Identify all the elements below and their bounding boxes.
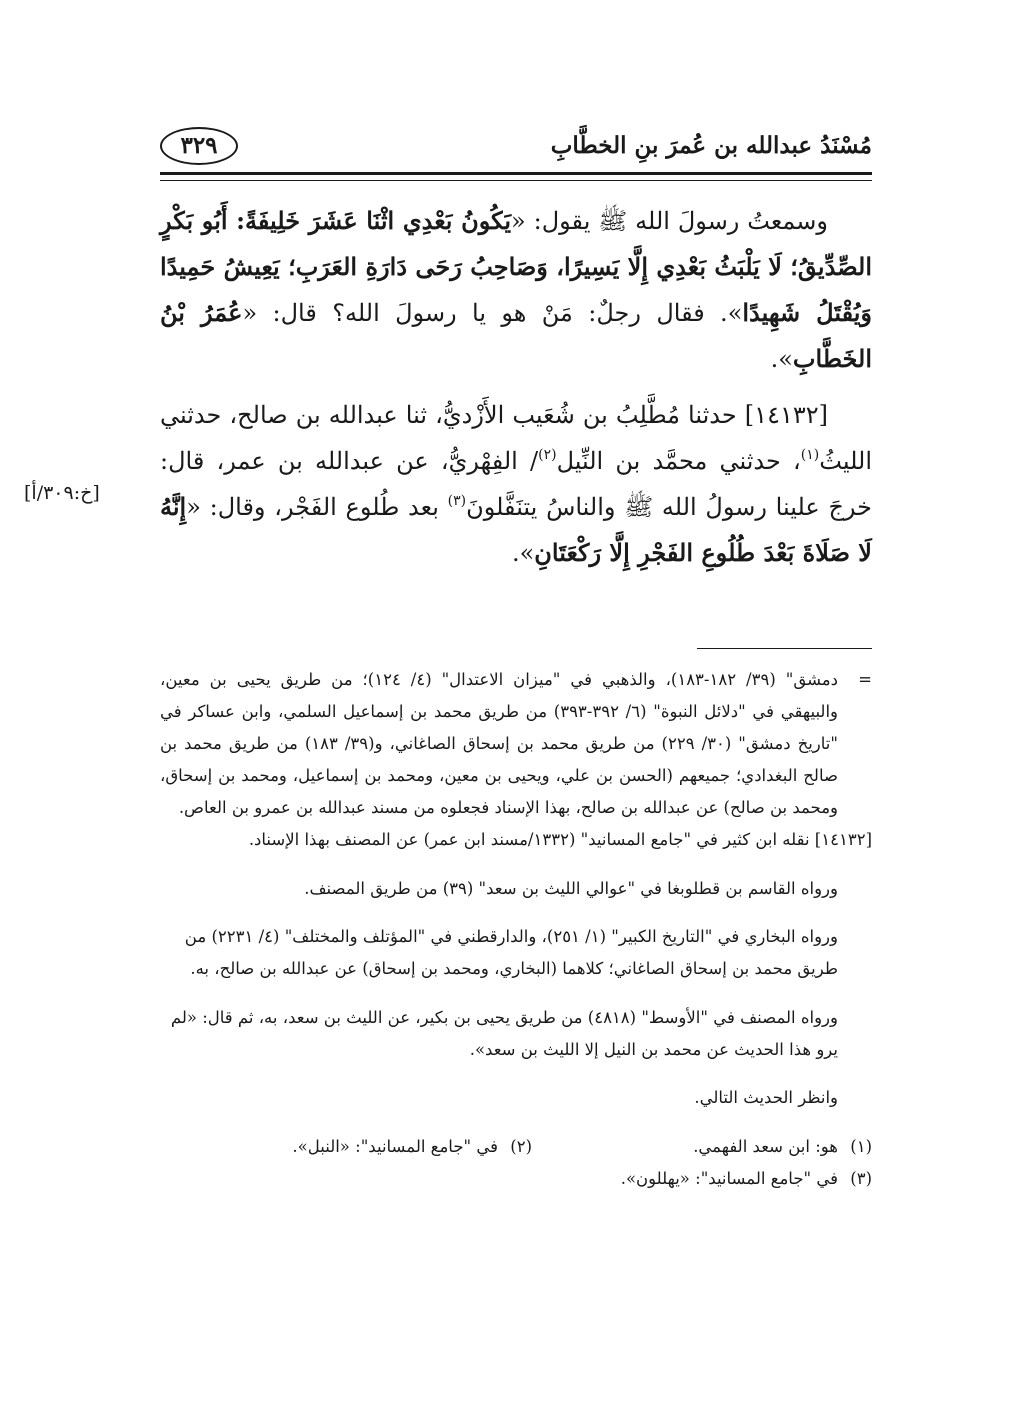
footnote-1: (١) هو: ابن سعد الفهمي. [693,1136,872,1156]
main-text [160,198,872,576]
isnad-part-b: ، حدثني محمَّد بن النِّيل [556,447,801,475]
hadith-question: ». فقال رجلٌ: مَنْ هو يا رسولَ الله؟ قال: « [242,299,743,327]
hadith-end: ». [770,345,793,373]
takhrij-14132: [١٤١٣٢] نقله ابن كثير في "جامع المسانيد" (١٣٣٢/مسند ابن عمر) عن المصنف بهذا الإسناد. [248,830,872,849]
hadith-paragraph-1 [160,198,872,382]
footnote-separator [697,648,872,649]
takhrij-line-3: ورواه البخاري في "التاريخ الكبير" (١/ ٢٥١)، والدارقطني في "المؤتلف والمختلف" (٤/ ٢٢٣١) من طريق محمد بن إسحاق الصاغاني؛ كلاهما (البخاري، ومحمد بن إسحاق) عن عبدالله بن صالح، به. [184,927,838,978]
continuation-mark: = [858,670,872,689]
running-title: مُسْنَدُ عبدالله بن عُمرَ بنِ الخطَّابِ [550,132,872,159]
header-rule-thick [160,172,872,175]
hadith-intro: وسمعتُ رسولَ الله ﷺ يقول: « [511,207,829,235]
manuscript-folio-note: [خ:٣٠٩/أ] [24,482,100,504]
header-rule-thin [160,180,872,181]
hadith-paragraph-2 [160,392,872,576]
hadith-quote-1: يَكُونُ بَعْدِي اثْنَا عَشَرَ خَلِيفَةً: أَبُو بَكْرٍ الصِّدِّيقُ؛ لَا يَلْبَثُ بَعْدِي إِلَّا يَسِيرًا، وَصَاحِبُ رَحَى دَارَةِ العَرَبِ؛ يَعِيشُ حَمِيدًا وَيُقْتَلُ شَهِيدًا [160,206,872,327]
hadith-quote-3: إِنَّهُ لَا صَلَاةَ بَعْدَ طُلُوعِ الفَجْرِ إِلَّا رَكْعَتَانِ [160,492,872,567]
hadith-quote-2: عُمَرُ بْنُ الخَطَّابِ [160,298,872,373]
footnote-continuation: = دمشق" (٣٩/ ١٨٢-١٨٣)، والذهبي في "ميزان الاعتدال" (٤/ ١٢٤)؛ من طريق يحيى بن معين، والبيهقي في "دلائل النبوة" (٦/ ٣٩٢-٣٩٣) من طريق محمد بن إسماعيل السلمي، وابن عساكر في "تاريخ دمشق" (٣٠/ ٢٢٩) من طريق محمد بن إسحاق الصاغاني، و(٣٩/ ١٨٣) من طريق محمد بن صالح البغدادي؛ جميعهم (الحسن بن علي، ويحيى بن معين، ومحمد بن إسماعيل، ومحمد بن إسحاق، ومحمد بن صالح) عن عبدالله بن صالح، بهذا الإسناد فجعلوه من مسند عبدالله بن عمرو بن العاص. [160,664,872,824]
takhrij-line-4: ورواه المصنف في "الأوسط" (٤٨١٨) من طريق يحيى بن بكير، عن الليث بن سعد، به، ثم قال: «لم يرو هذا الحديث عن محمد بن النيل إلا الليث بن سعد». [170,1007,838,1059]
short-footnotes-row [160,1131,872,1163]
page-header [160,118,872,174]
isnad-end: ». [511,539,535,567]
footnote-2: (٢) في "جامع المسانيد": «النبل». [292,1136,532,1156]
footnote-3: (٣) في "جامع المسانيد": «يهللون». [620,1168,872,1188]
page-number: ٣٢٩ [160,127,238,165]
isnad-part-a: [١٤١٣٢] حدثنا مُطَّلِبُ بن شُعَيب الأَزْديُّ، ثنا عبدالله بن صالح، حدثني الليثُ [160,401,872,475]
takhrij-line-2: ورواه القاسم بن قطلوبغا في "عوالي الليث بن سعد" (٣٩) من طريق المصنف. [304,878,838,898]
isnad-part-c: / الفِهْريُّ، عن عبدالله بن عمر، قال: خرجَ علينا رسولُ الله ﷺ والناسُ يتنَفَّلونَ [160,447,873,521]
footnotes [160,664,872,1195]
footnote-ref-3[interactable]: (٣) [447,493,467,509]
footnote-ref-1[interactable]: (١) [800,447,820,463]
isnad-part-d: بعد طُلوع الفَجْر، وقال: « [186,493,448,521]
footnote-ref-2[interactable]: (٢) [538,447,557,463]
takhrij-line-5: وانظر الحديث التالي. [694,1088,838,1107]
